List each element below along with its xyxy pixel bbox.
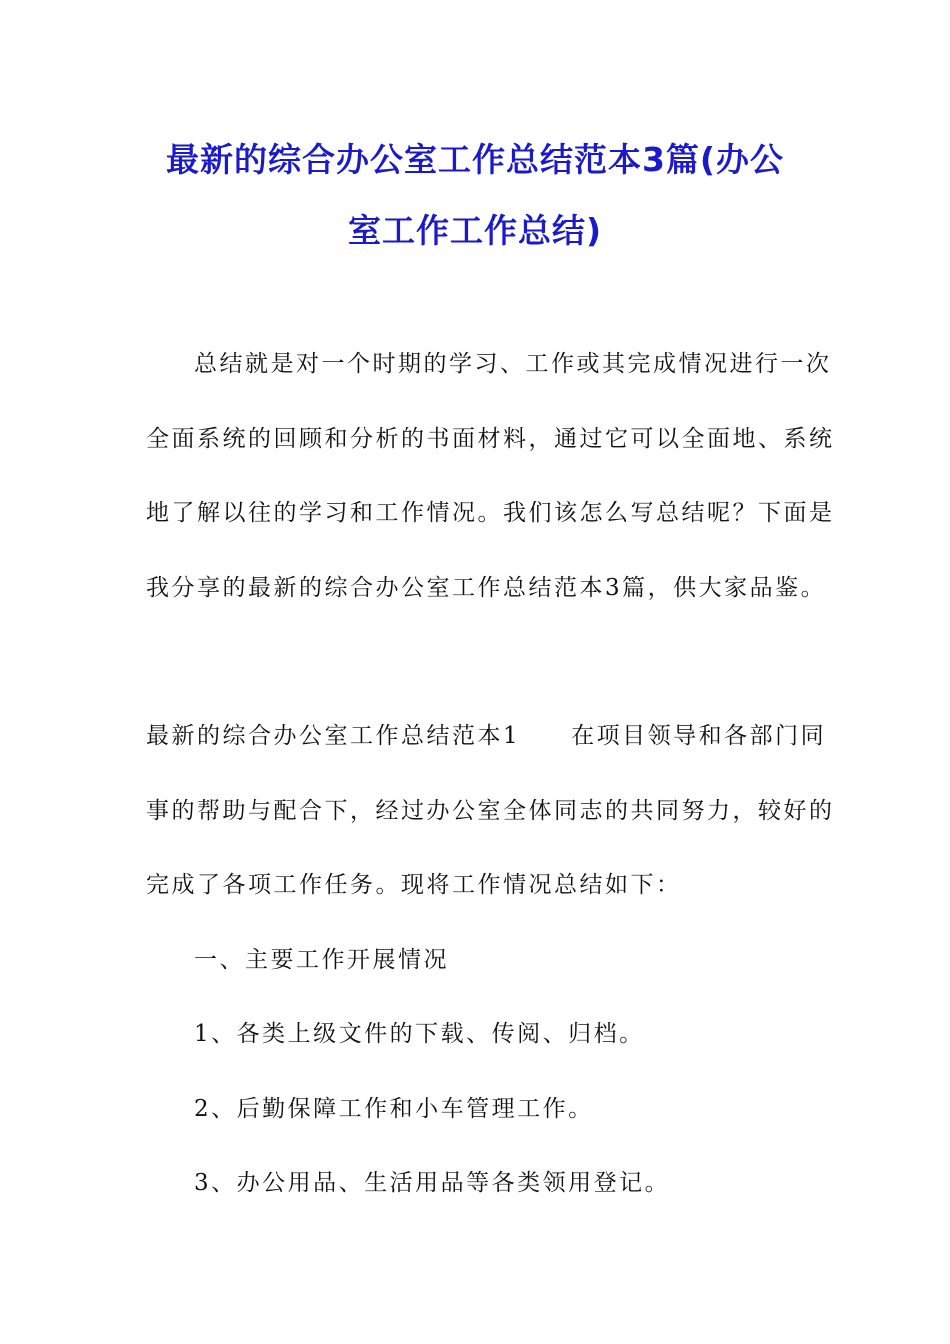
intro-line-3: 地了解以往的学习和工作情况。我们该怎么写总结呢？下面是 — [146, 500, 835, 526]
document-title-line-1: 最新的综合办公室工作总结范本3篇(办公 — [165, 140, 785, 179]
list-item-1: 1、各类上级文件的下载、传阅、归档。 — [194, 1021, 645, 1047]
document-title-line-2: 室工作工作总结) — [347, 211, 603, 250]
list-item-2: 2、后勤保障工作和小车管理工作。 — [194, 1096, 594, 1122]
intro-line-4: 我分享的最新的综合办公室工作总结范本3篇，供大家品鉴。 — [146, 575, 827, 601]
section1-line-2: 事的帮助与配合下，经过办公室全体同志的共同努力，较好的 — [146, 798, 835, 824]
list-item-3: 3、办公用品、生活用品等各类领用登记。 — [194, 1170, 671, 1196]
section1-line-1: 最新的综合办公室工作总结范本1 在项目领导和各部门同 — [146, 723, 827, 749]
intro-line-2: 全面系统的回顾和分析的书面材料，通过它可以全面地、系统 — [146, 426, 835, 452]
section1-line-3: 完成了各项工作任务。现将工作情况总结如下： — [146, 872, 682, 898]
section-heading: 一、主要工作开展情况 — [194, 947, 449, 973]
intro-line-1: 总结就是对一个时期的学习、工作或其完成情况进行一次 — [194, 351, 832, 377]
